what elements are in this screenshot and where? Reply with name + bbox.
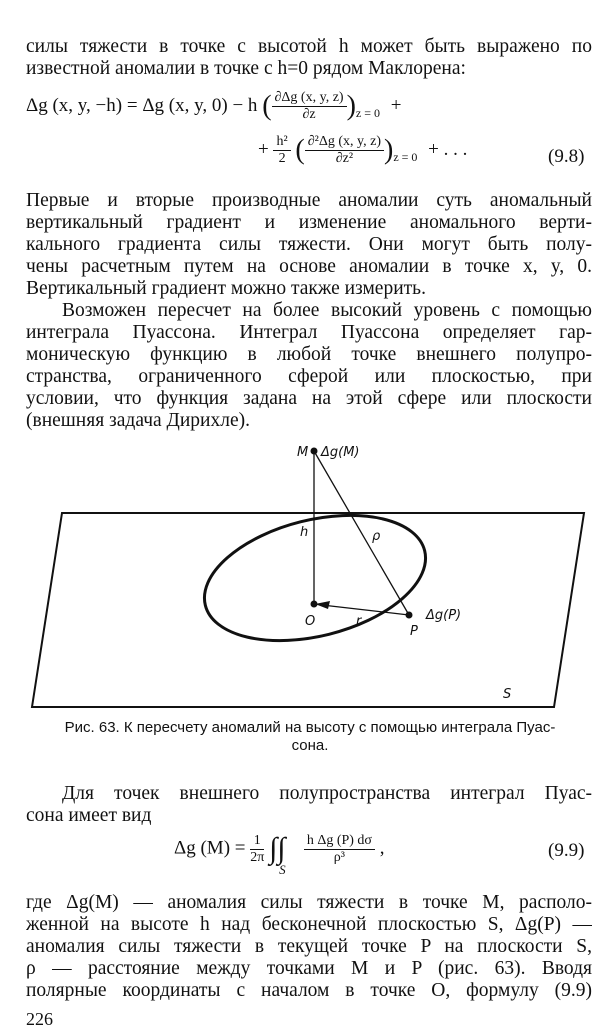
text-line: известной аномалии в точке с h=0 рядом Маклорена: [26, 58, 466, 79]
text-line: аномалия силы тяжести в текущей точке P на плоскости S, [26, 936, 592, 957]
label-s: S [503, 687, 512, 702]
label-dg-m: Δg(M) [321, 445, 360, 460]
point-p [406, 612, 413, 619]
label-o: O [305, 614, 316, 629]
text-line: женной на высоте h над бесконечной плоскостью S, Δg(P) — [26, 914, 592, 935]
text-line: Вертикальный градиент можно также измерить. [26, 278, 426, 299]
text-line: Первые и вторые производные аномалии суть аномальный [26, 190, 592, 211]
caption-line: сона. [291, 737, 329, 754]
formula-fraction: $\frac{\text{h Δg (P) dσ}}{\text{ρ³}}$ [304, 833, 375, 866]
formula-coefficient: $\frac{1}{2\pi}$ [250, 832, 265, 865]
equation-number: (9.9) [548, 840, 585, 861]
circle-boundary [191, 494, 438, 661]
text-line: чены расчетным путем на основе аномалии в точке x, y, 0. [26, 256, 592, 277]
formula-coefficient: $\frac{\text{h²}}{2}$ [273, 134, 290, 167]
text-line: интеграла Пуассона. Интеграл Пуассона определяет гар- [26, 322, 592, 343]
text-line: моническую функцию в любой точке внешнего полупро- [26, 344, 592, 365]
label-r: r [356, 614, 362, 629]
formula-9-9: Δg (M) = $\frac{1}{2\pi}$ ∫∫ S $\frac{\text{h Δg (P) dσ}}{\text{ρ³}}$ , [174, 832, 385, 877]
text-line: странства, ограниченного сферой или плоскостью, при [26, 366, 592, 387]
formula-9-8-line2: + $\frac{\text{h²}}{2}$ ( $\frac{\text{∂²Δg (x, y, z)}}{\text{∂z²}}$ )$_{z = 0}$ + . . . [258, 134, 468, 166]
paragraph-definitions [26, 892, 592, 1002]
text-line: Возможен пересчет на более высокий уровень с помощью [62, 300, 592, 321]
text-line: ρ — расстояние между точками M и P (рис. 63). Вводя [26, 958, 592, 979]
rho-line [314, 451, 409, 615]
formula-fraction: $\frac{\partial\Delta g (x, y, z)}{\partial z}$ [272, 90, 347, 123]
point-m [311, 448, 318, 455]
formula-9-8-line1: Δg (x, y, −h) = Δg (x, y, 0) − h ( $\frac{\partial\Delta g (x, y, z)}{\partial z}$ )$_{z = 0}$ + [26, 90, 402, 122]
label-h: h [300, 525, 309, 540]
text-line: сона имеет вид [26, 805, 152, 826]
caption-line: Рис. 63. К пересчету аномалий на высоту с помощью интеграла Пуас- [64, 719, 556, 736]
text-line: (внешняя задача Дирихле). [26, 410, 250, 431]
label-p: P [410, 624, 418, 639]
label-m: M [297, 445, 309, 460]
label-dg-p: Δg(P) [426, 608, 462, 623]
text-line: силы тяжести в точке с высотой h может быть выражено по [26, 36, 592, 57]
radius-line [322, 605, 409, 615]
formula-fraction: $\frac{\text{∂²Δg (x, y, z)}}{\text{∂z²}}$ [305, 134, 384, 167]
double-integral: ∫∫ S [269, 832, 286, 877]
text-line: условии, что функция задана на этой сфере или плоскости [26, 388, 592, 409]
plane-s [32, 513, 584, 707]
text-line: кального градиента силы тяжести. Они могут быть полу- [26, 234, 592, 255]
paragraph-integral-intro [26, 783, 592, 827]
text-line: полярные координаты с началом в точке O, формулу (9.9) [26, 980, 592, 1001]
label-rho: ρ [372, 529, 381, 544]
text-line: где Δg(M) — аномалия силы тяжести в точке M, располо- [26, 892, 592, 913]
formula-left: Δg (x, y, −h) = Δg (x, y, 0) − h [26, 94, 258, 116]
text-line: Для точек внешнего полупространства интеграл Пуас- [62, 783, 592, 804]
text-line: вертикальный градиент и изменение аномального верти- [26, 212, 592, 233]
point-o [311, 601, 318, 608]
equation-number: (9.8) [548, 146, 585, 167]
figure-caption [40, 719, 580, 755]
page-number: 226 [26, 1009, 53, 1029]
